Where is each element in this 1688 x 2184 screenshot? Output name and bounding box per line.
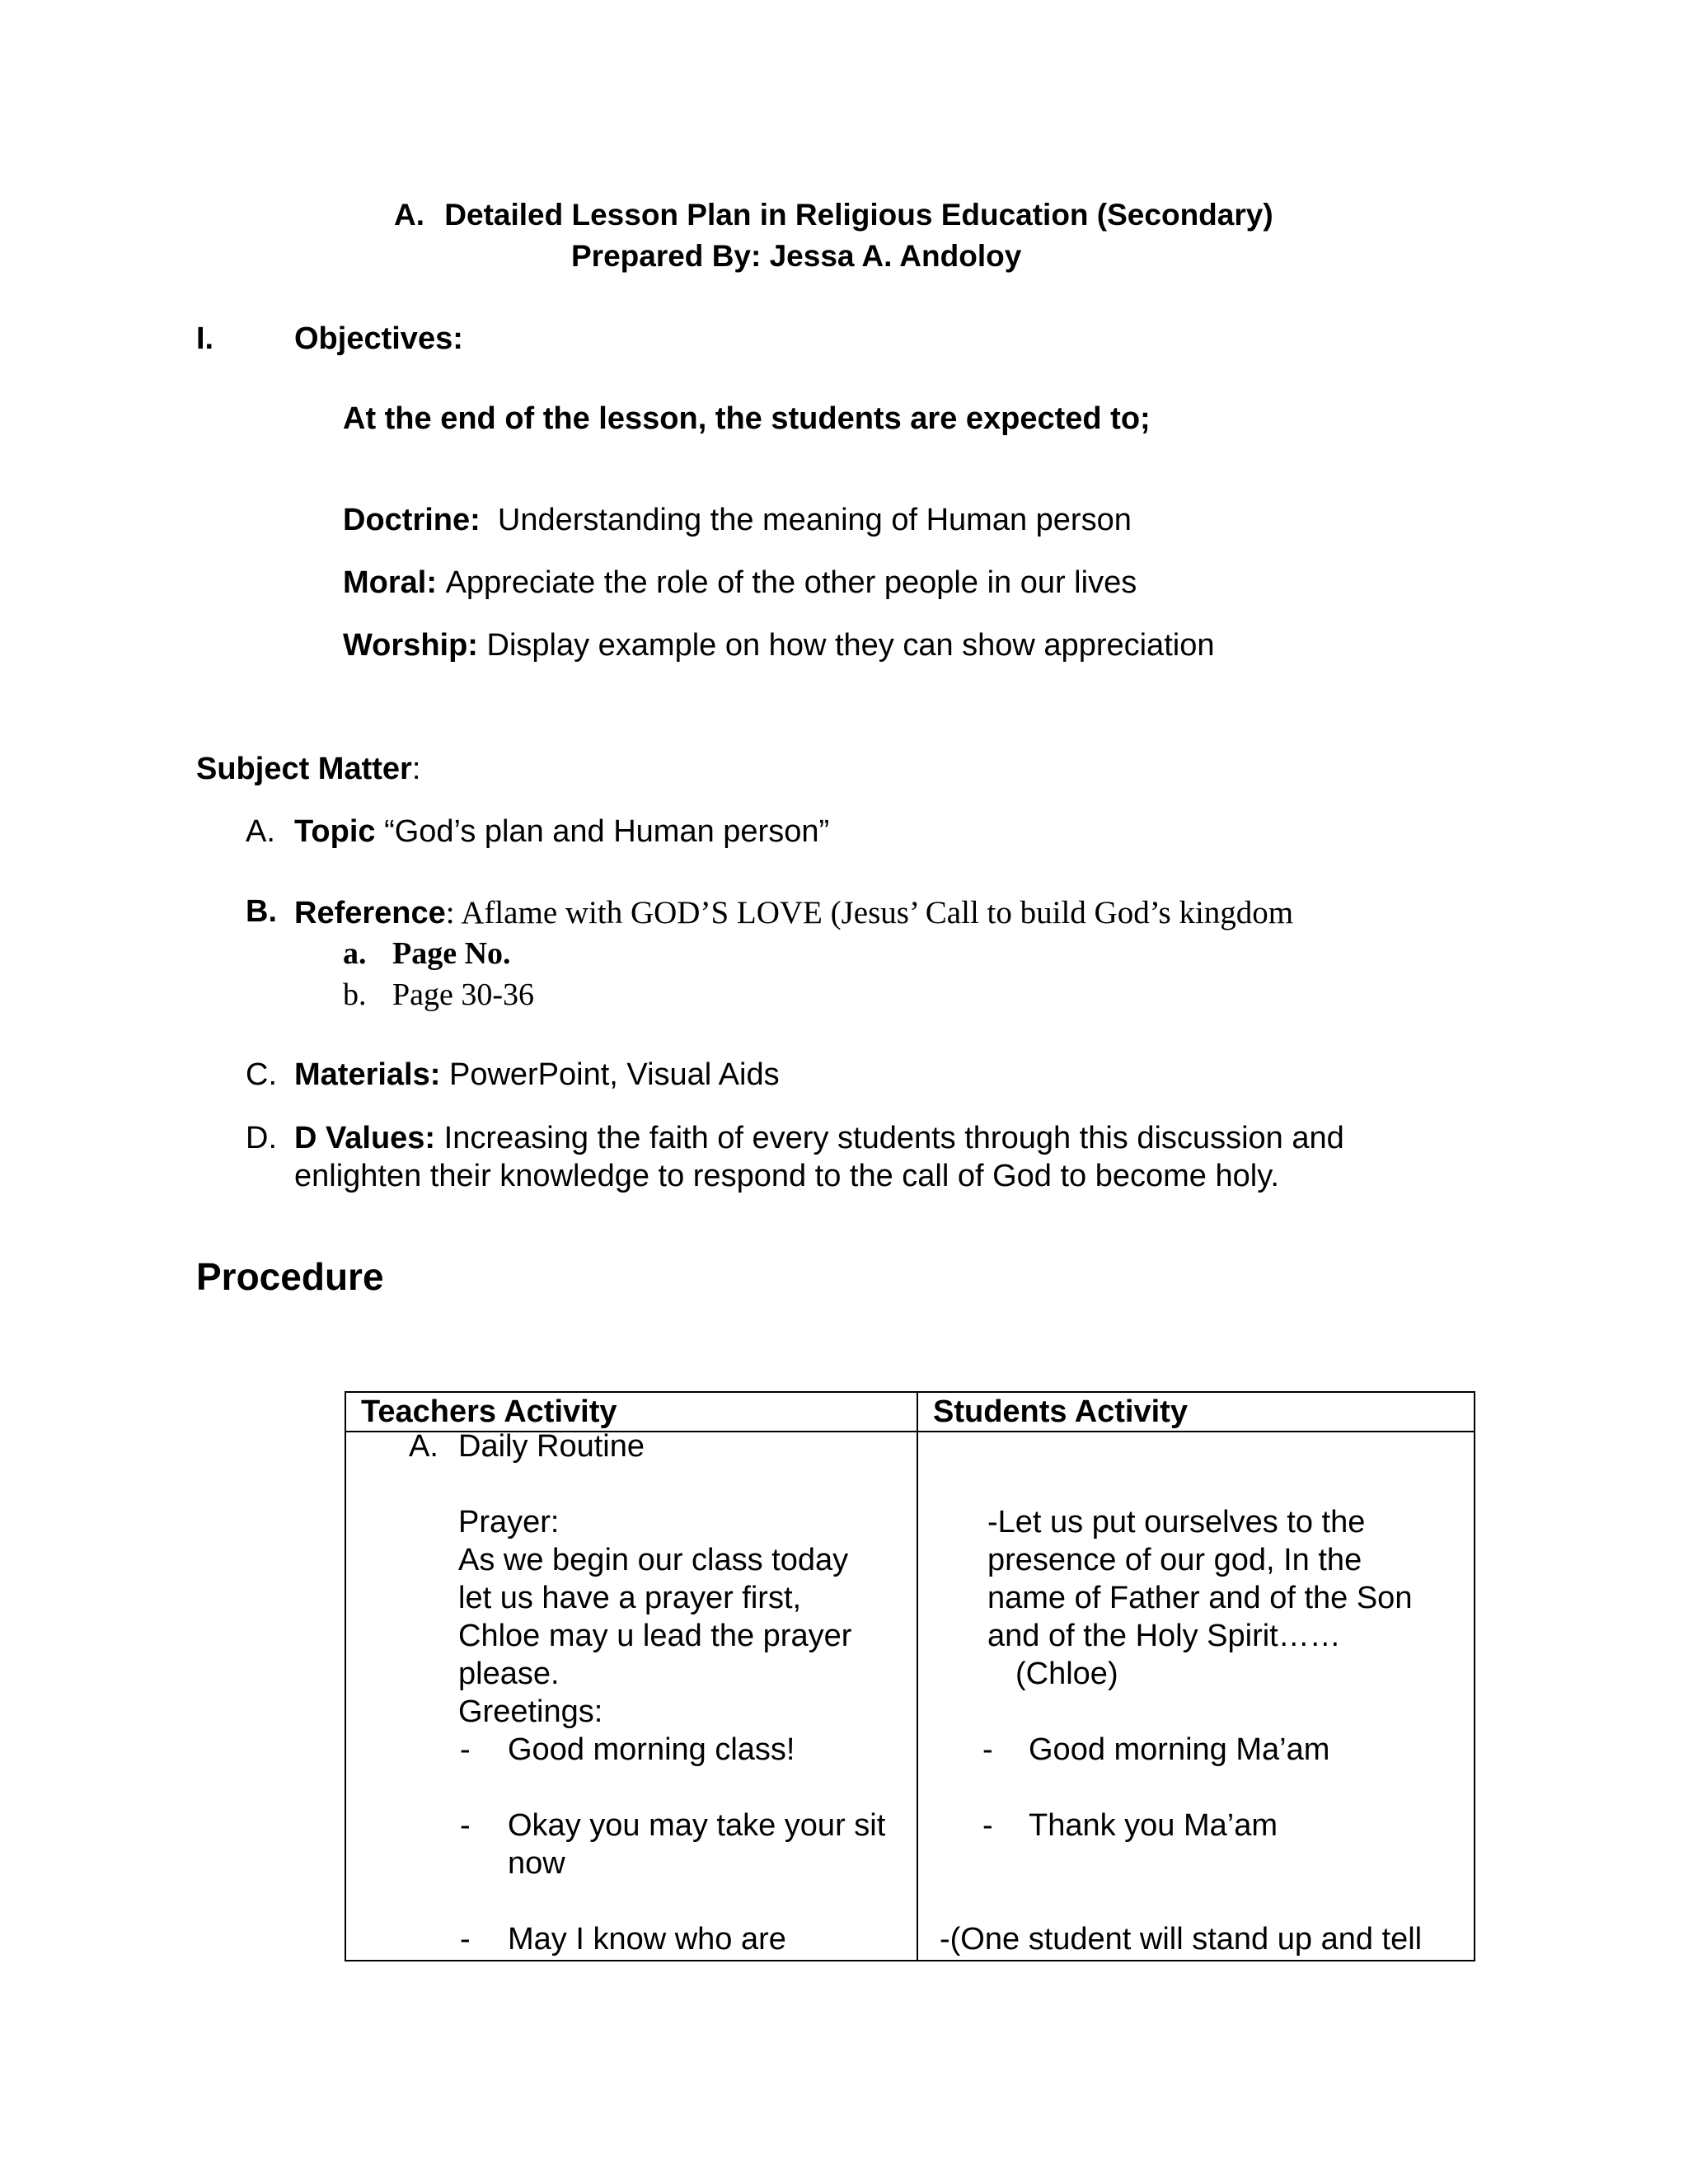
student-prayer-line: and of the Holy Spirit…… xyxy=(987,1619,1341,1653)
prayer-line: As we begin our class today xyxy=(458,1543,849,1577)
table-header-row xyxy=(345,1392,1475,1432)
objectives-intro: At the end of the lesson, the students are expected to; xyxy=(343,401,1151,436)
teacher-question: May I know who are xyxy=(508,1922,786,1957)
prayer-label: Prayer: xyxy=(458,1505,560,1540)
values-label: D Values: xyxy=(294,1121,436,1155)
objective-label: Worship: xyxy=(343,628,478,663)
values-item xyxy=(294,1121,1344,1156)
teacher-greeting: Good morning class! xyxy=(508,1732,795,1767)
reference-label: Reference xyxy=(294,896,446,930)
reference-sub-marker-a: a. xyxy=(343,936,367,971)
reference-item xyxy=(294,894,1293,931)
procedure-table xyxy=(345,1391,1475,1961)
student-activity-cell xyxy=(917,1432,1475,1961)
reference-sub-text-b: Page 30-36 xyxy=(392,977,535,1012)
prepared-by: Prepared By: Jessa A. Andoloy xyxy=(571,239,1022,273)
objectives-numeral: I. xyxy=(196,321,214,356)
students-activity-header: Students Activity xyxy=(917,1392,1475,1432)
subject-matter-colon: : xyxy=(411,752,421,786)
teacher-sit-line2: now xyxy=(508,1846,565,1881)
objective-label: Moral: xyxy=(343,565,437,600)
values-marker: D. xyxy=(246,1121,277,1155)
materials-text: PowerPoint, Visual Aids xyxy=(448,1057,780,1092)
values-text-line1: Increasing the faith of every students through this discussion and xyxy=(443,1121,1344,1155)
objectives-heading: Objectives: xyxy=(294,321,463,356)
greetings-label: Greetings: xyxy=(458,1694,603,1729)
topic-text: “God’s plan and Human person” xyxy=(384,814,830,849)
bullet-dash: - xyxy=(460,1922,471,1957)
prayer-line: Chloe may u lead the prayer xyxy=(458,1619,852,1653)
objective-label: Doctrine: xyxy=(343,503,481,537)
topic-label: Topic xyxy=(294,814,376,849)
subject-matter-label: Subject Matter xyxy=(196,752,412,786)
bullet-dash: - xyxy=(460,1808,471,1843)
objective-worship xyxy=(343,628,1214,663)
values-text-line2: enlighten their knowledge to respond to the call of God to become holy. xyxy=(294,1159,1279,1193)
materials-label: Materials: xyxy=(294,1057,441,1092)
topic-item xyxy=(294,814,829,850)
reference-sub-text-a: Page No. xyxy=(392,936,511,971)
objective-text: Display example on how they can show appreciation xyxy=(486,628,1215,663)
student-response: -(One student will stand up and tell xyxy=(940,1922,1423,1957)
teacher-activity-cell xyxy=(345,1429,917,1961)
student-prayer-line: -Let us put ourselves to the xyxy=(987,1505,1366,1540)
table-row xyxy=(345,1432,1475,1961)
bullet-dash: - xyxy=(460,1732,471,1767)
prayer-line: let us have a prayer first, xyxy=(458,1581,802,1615)
bullet-dash: - xyxy=(982,1732,993,1767)
reference-marker: B. xyxy=(246,894,277,929)
student-thanks: Thank you Ma’am xyxy=(1029,1808,1278,1843)
objective-text: Understanding the meaning of Human person xyxy=(497,503,1132,537)
student-prayer-line: presence of our god, In the xyxy=(987,1543,1362,1577)
student-prayer-line: name of Father and of the Son xyxy=(987,1581,1413,1615)
topic-marker: A. xyxy=(246,814,275,849)
materials-marker: C. xyxy=(246,1057,277,1092)
objective-text: Appreciate the role of the other people in our lives xyxy=(445,565,1137,600)
objective-doctrine xyxy=(343,503,1132,538)
reference-text: : Aflame with GOD’S LOVE (Jesus’ Call to build God’s kingdom xyxy=(445,895,1294,930)
bullet-dash: - xyxy=(982,1808,993,1843)
procedure-heading: Procedure xyxy=(196,1255,384,1298)
teachers-activity-header: Teachers Activity xyxy=(345,1392,917,1432)
materials-item xyxy=(294,1057,780,1093)
student-greeting: Good morning Ma’am xyxy=(1029,1732,1330,1767)
prayer-line: please. xyxy=(458,1657,560,1691)
student-prayer-line: (Chloe) xyxy=(1015,1657,1118,1691)
document-title xyxy=(394,198,1273,232)
title-text: Detailed Lesson Plan in Religious Education (Secondary) xyxy=(444,198,1273,232)
daily-routine-label: Daily Routine xyxy=(458,1429,645,1464)
title-marker: A. xyxy=(394,198,424,232)
objective-moral xyxy=(343,565,1137,601)
subject-matter-heading xyxy=(196,752,420,787)
teacher-sit-line1: Okay you may take your sit xyxy=(508,1808,886,1843)
daily-routine-marker: A. xyxy=(409,1429,438,1464)
reference-sub-marker-b: b. xyxy=(343,977,367,1012)
